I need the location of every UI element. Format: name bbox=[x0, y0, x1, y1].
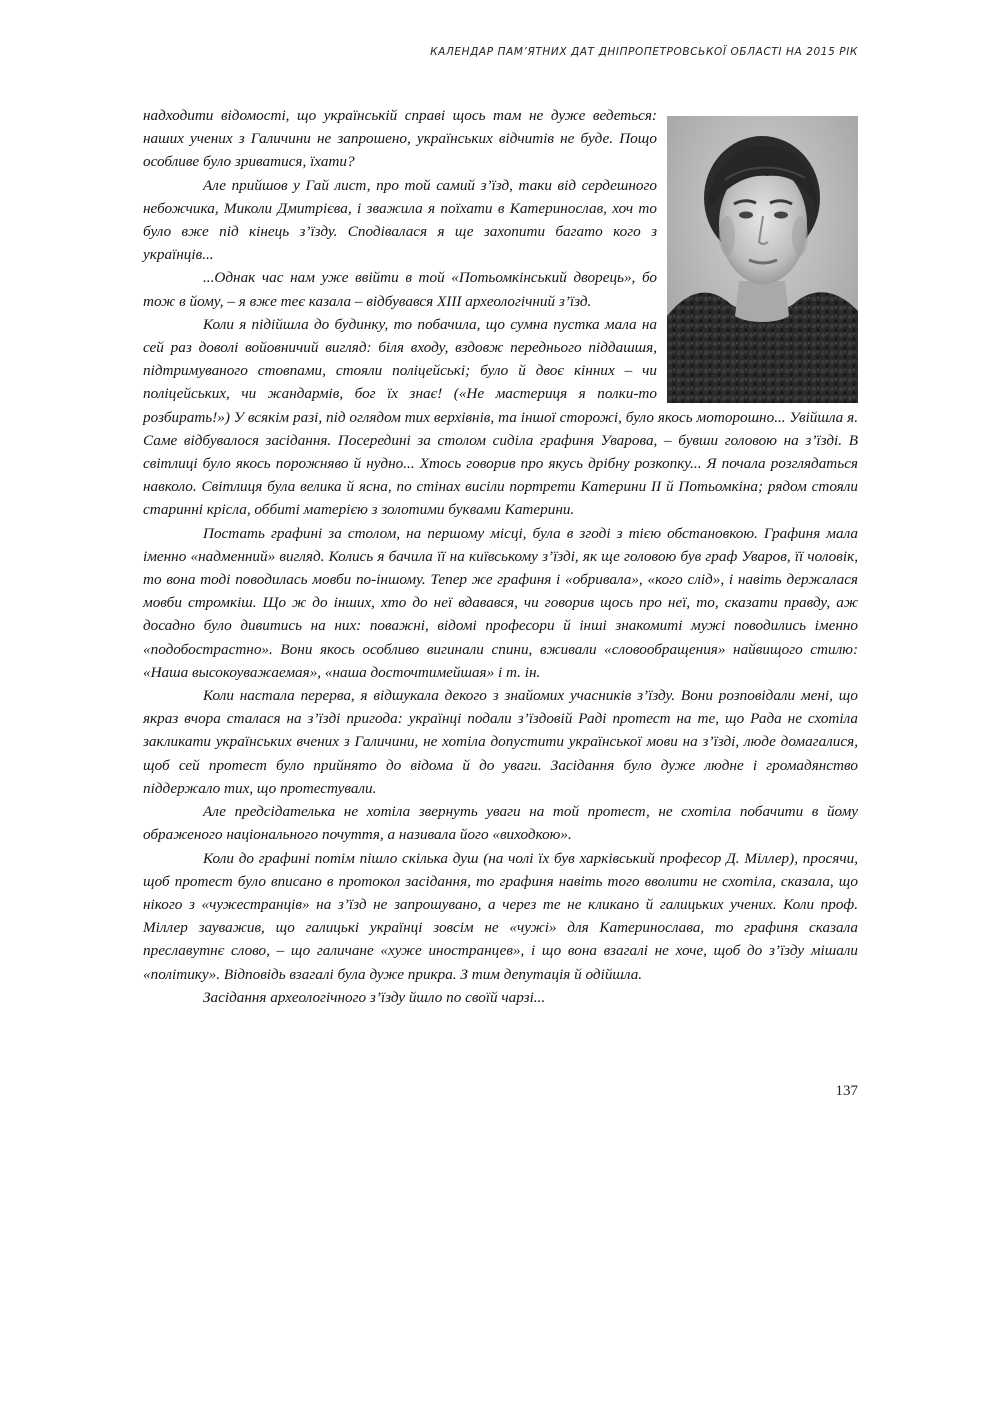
photo-wrap-spacer bbox=[657, 104, 858, 404]
running-header: КАЛЕНДАР ПАМ’ЯТНИХ ДАТ ДНІПРОПЕТРОВСЬКОЇ ОБЛАСТІ НА 2015 РІК bbox=[430, 46, 858, 58]
paragraph: Постать графині за столом, на першому місці, була в згоді з тією обстановкою. Графиня мала іменно «надменний» вигляд. Колись я бачила її на київському з’їзді, як ще головою був граф Уваров, її чоловік, то вона тоді поводилась мовби по-іншому. Тепер же графиня і «обривала», «кого слід», і навіть держалася мовби стромкіш. Що ж до інших, хто до неї вдавався, чи говорив щось про неї, то, сказати правду, аж досадно було дивитись на них: поважні, відомі професори й інші знакомиті мужі поводились іменно «подобострастно». Вони якось особливо вигинали спини, вживали «словообращения» найвищого стилю: «Наша высокоуважаемая», «наша досточтимейшая» і т. ін. bbox=[143, 524, 858, 681]
paragraph: Але предсідателька не хотіла звернуть уваги на той протест, не схотіла побачити в йому ображеного національного почуття, а називала його «виходкою». bbox=[143, 803, 858, 844]
paragraph: ...Однак час нам уже ввійти в той «Потьомкінський дворець», бо тож в йому, – я вже теє казала – відбувався XIII археологічний з’їзд. bbox=[143, 269, 657, 310]
paragraph: Коли я підійшла до будинку, то побачила, що сумна пустка мала на сей раз доволі войовничий вигляд: біля входу, вздовж переднього піддашшя, підтримуваного стовпами, стояли поліцейські; було й двоє кінних – чи поліцейських, чи жандармів, бог їх знає! («Не мастериця я полки-то розбирать!») У всякім разі, під оглядом тих верхівнів, та іншої сторожі, було якось моторошно... Увійшла я. Саме відбувалося засідання. Посередині за столом сиділа графиня Уварова, – бувши головою на з’їзді. В світлиці було якось порожняво й нудно... Хтось говорив про якусь дрібну розкопку... Я почала розглядаться навколо. Світлиця була велика й ясна, по стінах висіли портрети Катерини II й Потьомкіна; рядом стояли старинні крісла, оббиті матерією з золотими буквами Катерини. bbox=[143, 315, 858, 519]
paragraph: Коли настала перерва, я відшукала декого з знайомих учасників з’їзду. Вони розповідали мені, що якраз вчора сталася на з’їзді пригода: українці подали з’їздовій Раді протест на те, що Рада не схотіла закликати українських вчених з Галичини, не хотіла допустити української мови на з’їзді, люде домагалися, щоб сей протест було прийнято до відома й до уваги. Засідання було дуже людне і громадянство піддержало тих, що протестували. bbox=[143, 687, 858, 797]
paragraph: Але прийшов у Гай лист, про той самий з’їзд, таки від сердешного небожчика, Миколи Дмитрієва, і зважила я поїхати в Катеринослав, хоч то було вже під кінець з’їзду. Сподівалася я ще захопити багато кого з українців... bbox=[143, 176, 657, 264]
page-number: 137 bbox=[835, 1083, 858, 1099]
paragraph: Коли до графині потім пішло скілька душ (на чолі їх був харківський професор Д. Міллер), просячи, щоб протест було вписано в протокол засідання, то графиня навіть того вволити не схотіла, сказала, що нікого з «чужестранців» на з’їзд не запрошувано, а через те не кликано й галицьких учених. Коли проф. Міллер зауважив, що галицькі українці зовсім не «чужі» для Катеринослава, то графиня сказала преславутнє слово, – що галичане «хуже иностранцев», і що вона взагалі не хоче, щоб до з’їзду мішали «політику». Відповідь взагалі була дуже прикра. З тим депутація й одійшла. bbox=[143, 849, 858, 983]
article-body bbox=[143, 104, 858, 1009]
paragraph: Засідання археологічного з’їзду йшло по своїй чарзі... bbox=[203, 988, 546, 1006]
paragraph: надходити відомості, що українській справі щось там не дуже ведеться: наших учених з Галичини не запрошено, українських відчитів не буде. Пощо особливе було зриватися, їхати? bbox=[143, 107, 657, 171]
